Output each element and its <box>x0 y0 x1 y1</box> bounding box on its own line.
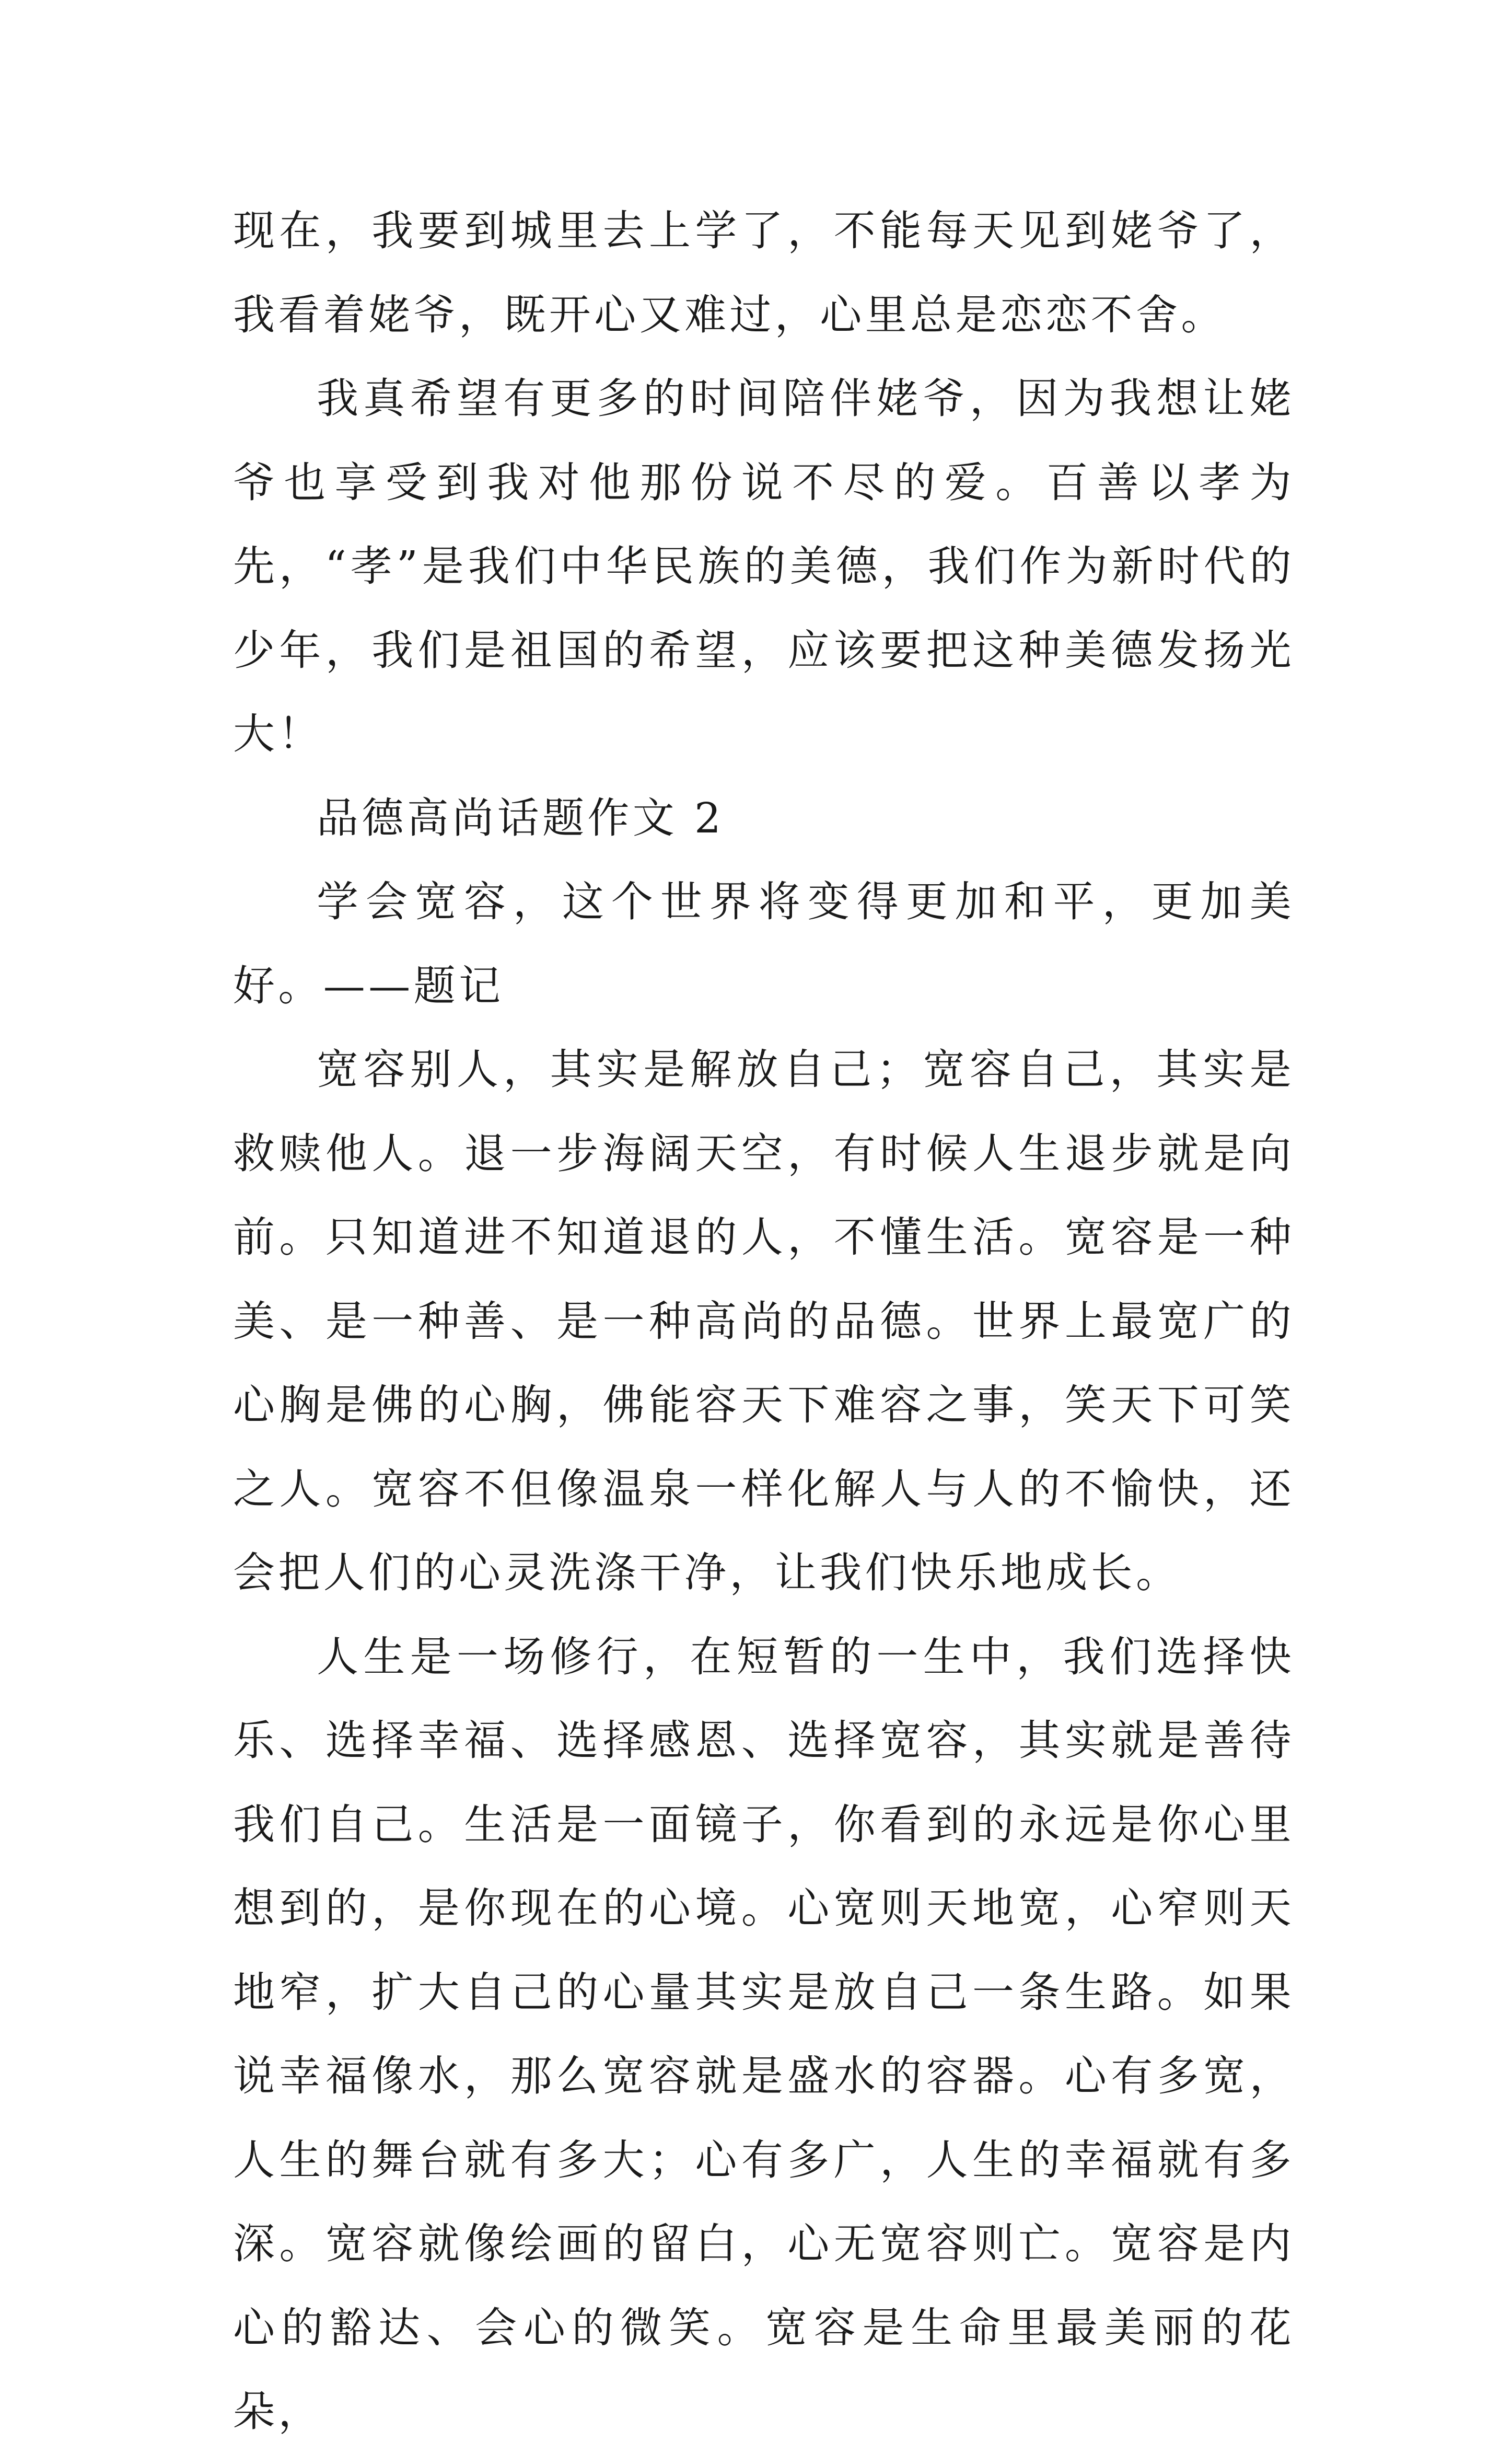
essay-heading: 品德高尚话题作文 2 <box>317 793 725 842</box>
paragraph-continuation: 现在，我要到城里去上学了，不能每天见到姥爷了，我看着姥爷，既开心又难过，心里总是恋恋不舍。 <box>233 206 1295 339</box>
paragraph-epigraph: 学会宽容，这个世界将变得更加和平，更加美好。——题记 <box>233 877 1295 1010</box>
paragraph-life-practice: 人生是一场修行，在短暂的一生中，我们选择快乐、选择幸福、选择感恩、选择宽容，其实就是善待我们自己。生活是一面镜子，你看到的永远是你心里想到的，是你现在的心境。心宽则天地宽，心窄则天地窄，扩大自己的心量其实是放自己一条生路。如果说幸福像水，那么宽容就是盛水的容器。心有多宽，人生的舞台就有多大；心有多广，人生的幸福就有多深。宽容就像绘画的留白，心无宽容则亡。宽容是内心的豁达、会心的微笑。宽容是生命里最美丽的花朵， <box>233 1632 1295 2436</box>
paragraph-tolerance-others: 宽容别人，其实是解放自己；宽容自己，其实是救赎他人。退一步海阔天空，有时候人生退步就是向前。只知道进不知道退的人，不懂生活。宽容是一种美、是一种善、是一种高尚的品德。世界上最宽广的心胸是佛的心胸，佛能容天下难容之事，笑天下可笑之人。宽容不但像温泉一样化解人与人的不愉快，还会把人们的心灵洗涤干净，让我们快乐地成长。 <box>233 1045 1295 1597</box>
document-body <box>233 189 1295 2454</box>
paragraph-grandpa-wish: 我真希望有更多的时间陪伴姥爷，因为我想让姥爷也享受到我对他那份说不尽的爱。百善以孝为先，“孝”是我们中华民族的美德，我们作为新时代的少年，我们是祖国的希望，应该要把这种美德发扬光大！ <box>233 374 1295 758</box>
